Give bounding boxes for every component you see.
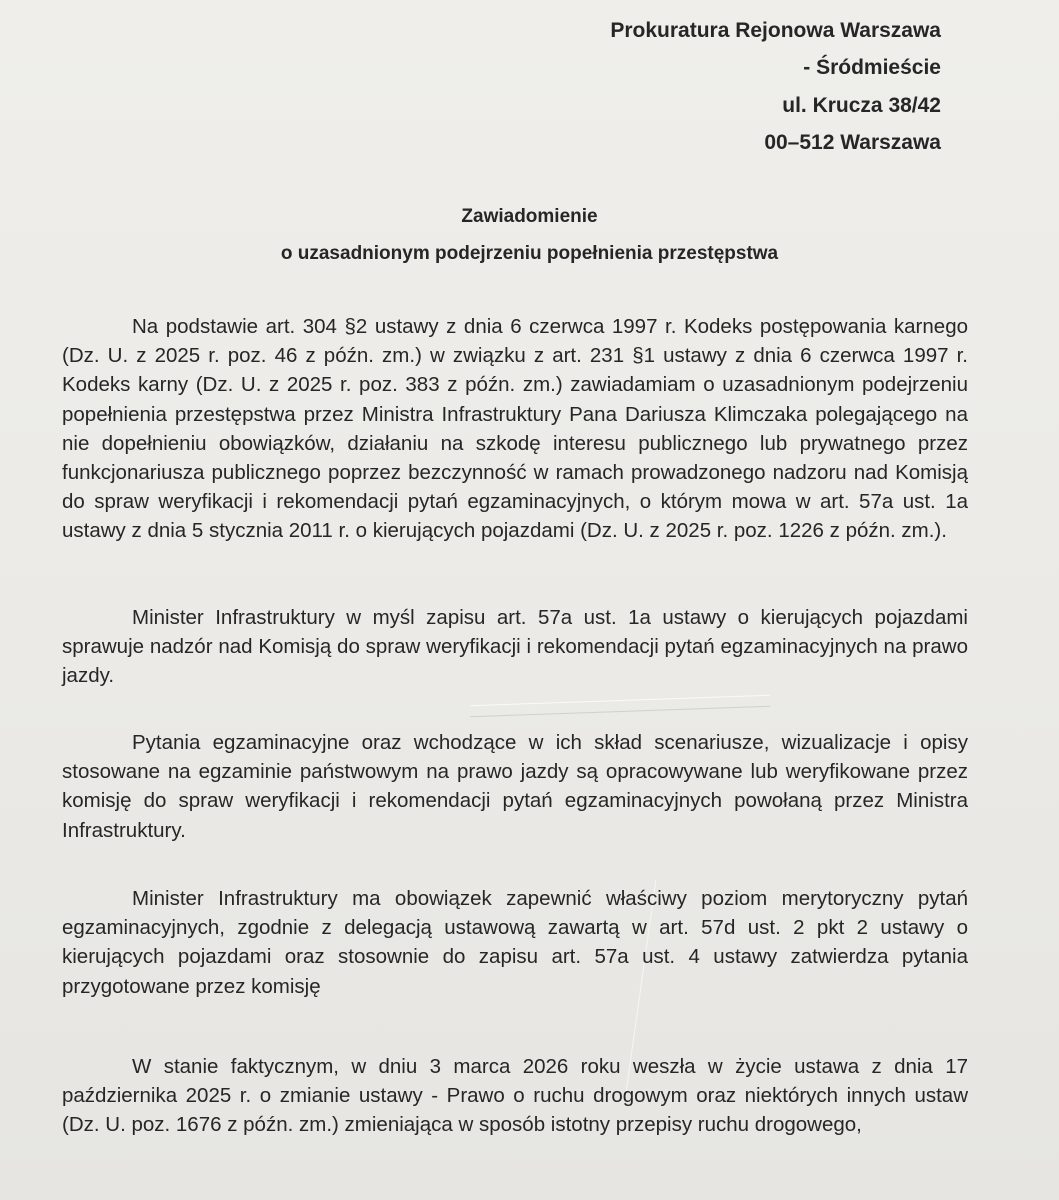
paragraph-facts: W stanie faktycznym, w dniu 3 marca 2026 roku weszła w życie ustawa z dnia 17 października 2025 r. o zmianie ustawy - Prawo o ruchu drogowym oraz niektórych innych ustaw (Dz. U. poz. 1676 z późn. zm.) zmieniająca w sposób istotny przepisy ruchu drogowego, — [62, 1055, 968, 1137]
document-subtitle: o uzasadnionym podejrzeniu popełnienia przestępstwa — [280, 243, 779, 264]
recipient-postal-city: 00–512 Warszawa — [764, 131, 941, 154]
paragraph-legal-basis: Na podstawie art. 304 §2 ustawy z dnia 6 czerwca 1997 r. Kodeks postępowania karnego (Dz. U. z 2025 r. poz. 46 z późn. zm.) w związku z art. 231 §1 ustawy z dnia 6 czerwca 1997 r. Kodeks karny (Dz. U. z 2025 r. poz. 383 z późn. zm.) zawiadamiam o uzasadnionym podejrzeniu popełnienia przestępstwa przez Ministra Infrastruktury Pana Dariusza Klimczaka polegającego na nie dopełnieniu obowiązków, działaniu na szkodę interesu publicznego lub prywatnego przez funkcjonariusza publicznego poprzez bezczynność w ramach prowadzonego nadzoru nad Komisją do spraw weryfikacji i rekomendacji pytań egzaminacyjnych, o którym mowa w art. 57a ust. 1a ustawy z dnia 5 stycznia 2011 r. o kierujących pojazdami (Dz. U. z 2025 r. poz. 1226 z późn. zm.). — [62, 315, 968, 543]
recipient-street: ul. Krucza 38/42 — [782, 94, 941, 117]
recipient-line-1: Prokuratura Rejonowa Warszawa — [610, 19, 941, 42]
paragraph-supervision: Minister Infrastruktury w myśl zapisu art. 57a ust. 1a ustawy o kierujących pojazdami sprawuje nadzór nad Komisją do spraw weryfikacji i rekomendacji pytań egzaminacyjnych na prawo jazdy. — [62, 606, 968, 688]
paragraph-exam-questions: Pytania egzaminacyjne oraz wchodzące w ich skład scenariusze, wizualizacje i opisy stosowane na egzaminie państwowym na prawo jazdy są opracowywane lub weryfikowane przez komisję do spraw weryfikacji i rekomendacji pytań egzaminacyjnych powołaną przez Ministra Infrastruktury. — [62, 731, 968, 842]
paragraph-minister-obligation: Minister Infrastruktury ma obowiązek zapewnić właściwy poziom merytoryczny pytań egzaminacyjnych, zgodnie z delegacją ustawową zawartą w art. 57d ust. 2 pkt 2 ustawy o kierujących pojazdami oraz stosownie do zapisu art. 57a ust. 4 ustawy zatwierdza pytania przygotowane przez komisję — [62, 887, 968, 998]
recipient-line-2: - Śródmieście — [803, 56, 941, 79]
paper-fold-mark — [470, 695, 770, 717]
document-title: Zawiadomienie — [461, 206, 598, 227]
